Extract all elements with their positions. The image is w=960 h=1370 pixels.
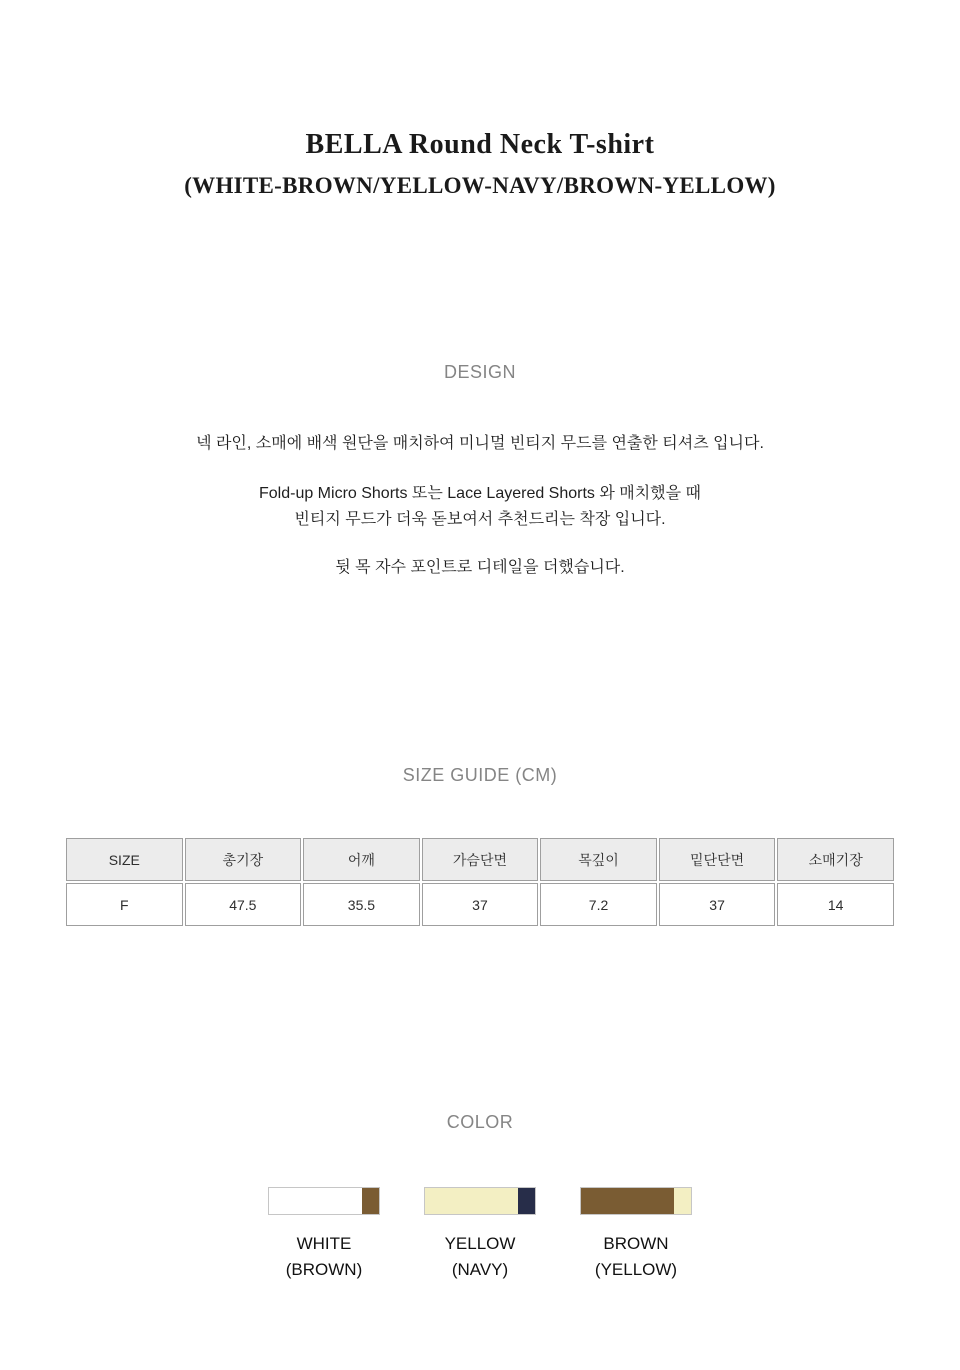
color-option-yellow-navy	[413, 1187, 547, 1283]
design-paragraph	[0, 555, 960, 581]
color-option-label	[257, 1231, 391, 1283]
design-paragraph-line: 빈티지 무드가 더욱 돋보여서 추천드리는 착장 입니다.	[294, 511, 666, 528]
color-swatch-white-brown	[268, 1187, 380, 1215]
size-table-header-cell: 가슴단면	[422, 838, 539, 881]
design-section-heading: DESIGN	[443, 362, 516, 382]
design-paragraph	[0, 431, 960, 457]
size-table-cell: 35.5	[303, 883, 420, 926]
swatch-main-color	[425, 1188, 518, 1214]
size-table-cell: 7.2	[540, 883, 657, 926]
product-title: BELLA Round Neck T-shirt	[305, 129, 655, 160]
color-options	[0, 1187, 960, 1283]
swatch-accent-color	[518, 1188, 535, 1214]
design-paragraph-line: 뒷 목 자수 포인트로 디테일을 더했습니다.	[335, 559, 625, 576]
product-subtitle: (WHITE-BROWN/YELLOW-NAVY/BROWN-YELLOW)	[184, 173, 776, 198]
swatch-accent-color	[674, 1188, 691, 1214]
size-table-header-cell: SIZE	[66, 838, 183, 881]
size-table-header-cell: 소매기장	[777, 838, 894, 881]
size-table-header-cell: 밑단단면	[659, 838, 776, 881]
size-table-cell: 37	[422, 883, 539, 926]
color-label-line: (NAVY)	[451, 1260, 509, 1279]
swatch-accent-color	[362, 1188, 379, 1214]
design-paragraph	[0, 481, 960, 533]
size-table-header-cell: 총기장	[185, 838, 302, 881]
color-swatch-yellow-navy	[424, 1187, 536, 1215]
color-option-label	[413, 1231, 547, 1283]
size-table-cell: 47.5	[185, 883, 302, 926]
size-table-header-cell: 어깨	[303, 838, 420, 881]
color-section-heading: COLOR	[446, 1112, 514, 1132]
color-option-label	[569, 1231, 703, 1283]
design-paragraph-line: Fold-up Micro Shorts 또는 Lace Layered Shorts 와 매치했을 때	[258, 485, 701, 502]
color-option-white-brown	[257, 1187, 391, 1283]
design-paragraph-line: 넥 라인, 소매에 배색 원단을 매치하여 미니멀 빈티지 무드를 연출한 티셔츠 입니다.	[196, 435, 764, 452]
size-table-cell: 37	[659, 883, 776, 926]
color-option-brown-yellow	[569, 1187, 703, 1283]
color-label-line: WHITE	[296, 1234, 352, 1253]
size-table-cell: F	[66, 883, 183, 926]
color-label-line: (BROWN)	[285, 1260, 363, 1279]
size-table-header-cell: 목깊이	[540, 838, 657, 881]
size-guide-section-heading: SIZE GUIDE (CM)	[402, 765, 558, 785]
color-label-line: (YELLOW)	[594, 1260, 678, 1279]
swatch-main-color	[581, 1188, 674, 1214]
size-table-header-row	[66, 838, 894, 881]
size-table-cell: 14	[777, 883, 894, 926]
color-label-line: YELLOW	[444, 1234, 516, 1253]
color-swatch-brown-yellow	[580, 1187, 692, 1215]
size-guide-table	[64, 836, 896, 928]
color-label-line: BROWN	[603, 1234, 669, 1253]
swatch-main-color	[269, 1188, 362, 1214]
size-table-row	[66, 883, 894, 926]
